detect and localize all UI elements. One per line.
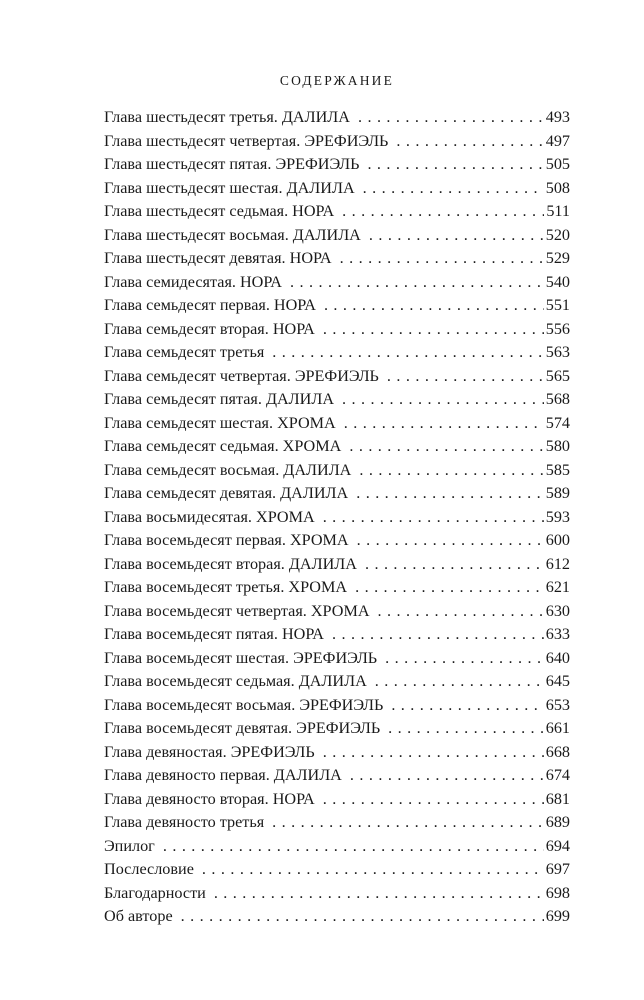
toc-entry-title: Глава семьдесят пятая. ДАЛИЛА	[104, 390, 335, 408]
toc-entry	[104, 294, 570, 318]
toc-dot-leader	[334, 388, 544, 412]
toc-entry-title: Глава семьдесят девятая. ДАЛИЛА	[104, 484, 349, 502]
toc-page-number: 600	[545, 531, 570, 549]
toc-dot-leader	[379, 365, 544, 389]
toc-entry	[104, 388, 570, 412]
toc-entry-title: Глава восемьдесят четвертая. ХРОМА	[104, 601, 370, 620]
toc-dot-leader	[342, 764, 544, 788]
toc-dot-leader	[324, 623, 544, 647]
toc-entry-title: Глава семьдесят вторая. НОРА	[104, 319, 315, 338]
toc-dot-leader	[347, 576, 544, 600]
toc-dot-leader	[359, 153, 544, 177]
toc-entry-title: Эпилог	[104, 836, 155, 855]
toc-entry	[104, 318, 570, 342]
toc-entry-title: Глава семьдесят первая. НОРА	[104, 296, 316, 314]
toc-dot-leader	[348, 482, 544, 506]
toc-page-number: 697	[545, 860, 570, 878]
toc-page-number: 551	[545, 296, 570, 314]
toc-dot-leader	[377, 647, 544, 671]
toc-entry	[104, 341, 570, 365]
toc-entry	[104, 576, 570, 600]
toc-entry-title: Глава шестьдесят седьмая. НОРА	[104, 202, 335, 220]
toc-dot-leader	[349, 529, 544, 553]
toc-entry	[104, 600, 570, 624]
toc-entry	[104, 882, 570, 906]
toc-page-number: 653	[545, 695, 570, 714]
toc-entry	[104, 741, 570, 765]
toc-entry	[104, 764, 570, 788]
toc-dot-leader	[336, 412, 544, 436]
toc-entry	[104, 482, 570, 506]
toc-entry-title: Глава восемьдесят восьмая. ЭРЕФИЭЛЬ	[104, 695, 384, 714]
toc-entry-title: Глава девяносто вторая. НОРА	[104, 789, 315, 808]
toc-entry-title: Глава шестьдесят девятая. НОРА	[104, 249, 332, 267]
toc-dot-leader	[350, 106, 544, 130]
toc-page-number: 661	[545, 719, 570, 737]
toc-entry	[104, 788, 570, 812]
toc-page-number: 589	[545, 484, 570, 502]
toc-entry-title: Глава восемьдесят третья. ХРОМА	[104, 578, 348, 596]
toc-entry	[104, 177, 570, 201]
toc-heading: СОДЕРЖАНИЕ	[279, 73, 395, 88]
toc-entry	[104, 153, 570, 177]
toc-entry	[104, 200, 570, 224]
toc-entry-title: Глава шестьдесят пятая. ЭРЕФИЭЛЬ	[104, 155, 360, 173]
toc-entry	[104, 506, 570, 530]
toc-page-number: 674	[545, 766, 570, 784]
toc-dot-leader	[282, 271, 544, 295]
toc-entry-title: Глава семьдесят третья	[104, 343, 265, 361]
toc-entry-title: Глава восемьдесят вторая. ДАЛИЛА	[104, 554, 357, 573]
toc-dot-leader	[315, 318, 544, 342]
toc-entry	[104, 647, 570, 671]
toc-page-number: 699	[545, 907, 570, 925]
toc-entry-title: Глава семидесятая. НОРА	[104, 272, 282, 291]
toc-dot-leader	[388, 130, 544, 154]
toc-entry	[104, 553, 570, 577]
toc-entry-title: Глава семьдесят восьмая. ДАЛИЛА	[104, 460, 352, 479]
toc-dot-leader	[194, 858, 544, 882]
toc-entry	[104, 459, 570, 483]
toc-page-number: 563	[545, 343, 570, 361]
toc-entry	[104, 435, 570, 459]
toc-entry-title: Глава семьдесят четвертая. ЭРЕФИЭЛЬ	[104, 366, 379, 385]
toc-dot-leader	[383, 694, 544, 718]
toc-dot-leader	[315, 788, 544, 812]
toc-page-number: 645	[545, 672, 570, 690]
toc-page-number: 689	[545, 813, 570, 831]
toc-dot-leader	[367, 670, 544, 694]
toc-entry-title: Глава восемьдесят первая. ХРОМА	[104, 531, 349, 549]
toc-entry-title: Глава семьдесят шестая. ХРОМА	[104, 413, 336, 432]
toc-entry-title: Глава семьдесят седьмая. ХРОМА	[104, 437, 342, 455]
toc-entry	[104, 412, 570, 436]
toc-entry-title: Глава шестьдесят третья. ДАЛИЛА	[104, 108, 350, 126]
toc-entry	[104, 224, 570, 248]
toc-entry	[104, 623, 570, 647]
toc-dot-leader	[206, 882, 544, 906]
toc-page-number: 698	[545, 883, 570, 902]
toc-entry-title: Послесловие	[104, 860, 194, 878]
toc-page-number: 568	[545, 390, 570, 408]
toc-page-number: 694	[545, 836, 570, 855]
toc-dot-leader	[351, 459, 544, 483]
toc-entry	[104, 271, 570, 295]
toc-entry-title: Глава девяносто первая. ДАЛИЛА	[104, 766, 342, 784]
book-page	[104, 0, 570, 1000]
toc-page-number: 593	[545, 507, 570, 526]
toc-page-number: 668	[545, 742, 570, 761]
toc-dot-leader	[355, 177, 544, 201]
toc-dot-leader	[332, 247, 544, 271]
toc-entry-title: Глава восемьдесят пятая. НОРА	[104, 625, 324, 643]
toc-page-number: 565	[545, 366, 570, 385]
toc-entry-title: Глава шестьдесят восьмая. ДАЛИЛА	[104, 225, 361, 244]
toc-page-number: 574	[545, 413, 570, 432]
toc-entry	[104, 670, 570, 694]
toc-entry-title: Глава восемьдесят девятая. ЭРЕФИЭЛЬ	[104, 719, 381, 737]
toc-entry-title: Глава шестьдесят шестая. ДАЛИЛА	[104, 178, 355, 197]
toc-dot-leader	[334, 200, 544, 224]
toc-page-number: 556	[545, 319, 570, 338]
toc-dot-leader	[341, 435, 544, 459]
toc-page-number: 612	[545, 554, 570, 573]
toc-entry-title: Глава девяностая. ЭРЕФИЭЛЬ	[104, 742, 315, 761]
toc-page-number: 621	[545, 578, 570, 596]
toc-page-number: 681	[545, 789, 570, 808]
toc-dot-leader	[315, 741, 544, 765]
toc-entry-title: Благодарности	[104, 883, 206, 902]
toc-page-number: 505	[545, 155, 570, 173]
toc-page-number: 493	[545, 108, 570, 126]
toc-entry	[104, 694, 570, 718]
toc-dot-leader	[315, 506, 544, 530]
toc-dot-leader	[173, 905, 544, 929]
toc-entry-title: Глава шестьдесят четвертая. ЭРЕФИЭЛЬ	[104, 131, 389, 150]
toc-page-number: 540	[545, 272, 570, 291]
toc-page-number: 529	[545, 249, 570, 267]
toc-list	[104, 106, 570, 929]
toc-entry	[104, 858, 570, 882]
toc-page-number: 633	[545, 625, 570, 643]
toc-page-number: 511	[546, 202, 570, 220]
toc-page-number: 580	[545, 437, 570, 455]
toc-entry	[104, 130, 570, 154]
toc-entry	[104, 365, 570, 389]
toc-dot-leader	[316, 294, 544, 318]
toc-entry	[104, 835, 570, 859]
toc-entry	[104, 905, 570, 929]
toc-page-number: 497	[545, 131, 570, 150]
toc-dot-leader	[155, 835, 544, 859]
toc-dot-leader	[361, 224, 544, 248]
toc-entry-title: Об авторе	[104, 907, 173, 925]
toc-entry-title: Глава восьмидесятая. ХРОМА	[104, 507, 315, 526]
toc-page-number: 508	[545, 178, 570, 197]
toc-dot-leader	[370, 600, 544, 624]
toc-page-number: 640	[545, 648, 570, 667]
toc-page-number: 630	[545, 601, 570, 620]
toc-dot-leader	[264, 341, 544, 365]
toc-entry-title: Глава восемьдесят седьмая. ДАЛИЛА	[104, 672, 367, 690]
toc-entry	[104, 247, 570, 271]
toc-entry	[104, 529, 570, 553]
toc-dot-leader	[380, 717, 544, 741]
toc-entry	[104, 106, 570, 130]
toc-dot-leader	[357, 553, 544, 577]
toc-entry	[104, 811, 570, 835]
toc-entry-title: Глава девяносто третья	[104, 813, 265, 831]
toc-entry-title: Глава восемьдесят шестая. ЭРЕФИЭЛЬ	[104, 648, 378, 667]
toc-dot-leader	[264, 811, 544, 835]
toc-page-number: 520	[545, 225, 570, 244]
toc-entry	[104, 717, 570, 741]
toc-page-number: 585	[545, 460, 570, 479]
